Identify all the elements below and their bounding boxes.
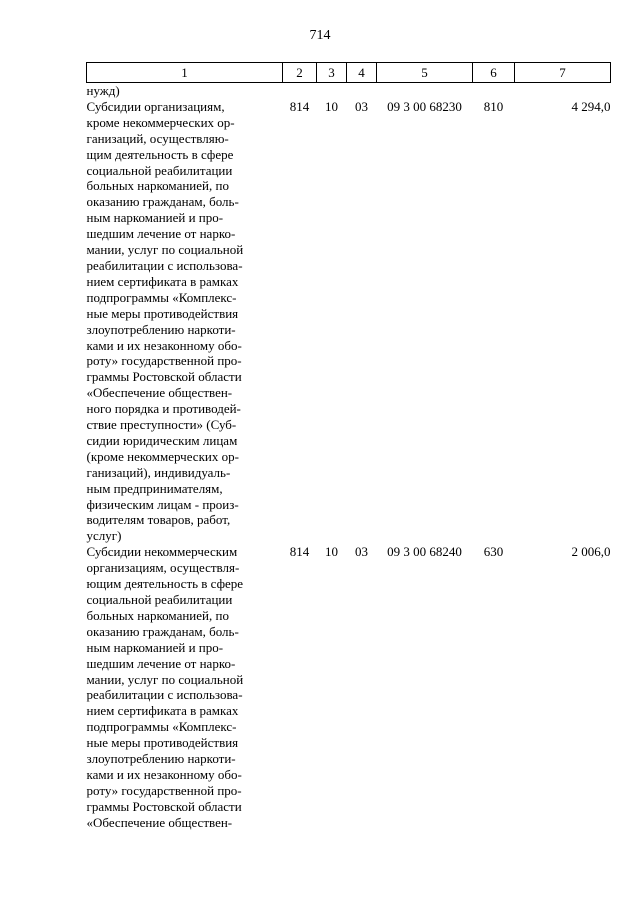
row-ministry-code: 814 [289, 98, 310, 114]
header-cell-1: 1 [87, 63, 283, 83]
row-ministry-code: 814 [289, 544, 310, 560]
row-target-article: 09 3 00 68230 [387, 98, 462, 114]
row-expense-type: 810 [483, 98, 504, 114]
continuation-text: нужд) [86, 83, 120, 98]
header-cell-7: 7 [515, 63, 611, 83]
row-subsection: 03 [355, 98, 368, 114]
table-header [87, 63, 611, 83]
row-description: Субсидии организациям, кроме некоммерческих ор- ганизаций, осуществляю- щим деятельность в сфере социальной реабилитации больных наркоманией, по оказанию гражданам, боль- ным наркоманией и про- шедшим лечение от нарко- мании, услуг по социальной реабилитации с использова- нием сертификата в рамках подпрограммы «Комплекс- ные меры противодействия злоупотреблению наркоти- ками и их незаконному обо- роту» государственной про- граммы Ростовской области «Обеспечение обществен- ного порядка и противодей- ствие преступности» (Суб- сидии юридическим лицам (кроме некоммерческих ор- ганизаций), индивидуаль- ным предпринимателям, физическим лицам - произ- водителям товаров, работ, услуг) [86, 98, 244, 544]
row-target-article: 09 3 00 68240 [387, 544, 462, 560]
header-cell-6: 6 [473, 63, 515, 83]
header-cell-2: 2 [283, 63, 317, 83]
table-row [87, 99, 611, 544]
continuation-row [87, 83, 611, 99]
row-section: 10 [325, 98, 338, 114]
row-description: Субсидии некоммерческим организациям, осуществля- ющим деятельность в сфере социальной реабилитации больных наркоманией, по оказанию гражданам, боль- ным наркоманией и про- шедшим лечение от нарко- мании, услуг по социальной реабилитации с использова- нием сертификата в рамках подпрограммы «Комплекс- ные меры противодействия злоупотреблению наркоти- ками и их незаконному обо- роту» государственной про- граммы Ростовской области «Обеспечение обществен- [86, 544, 244, 830]
budget-table [86, 62, 611, 831]
row-amount: 2 006,0 [571, 544, 611, 560]
row-expense-type: 630 [483, 544, 504, 560]
row-section: 10 [325, 544, 338, 560]
header-cell-3: 3 [317, 63, 347, 83]
row-amount: 4 294,0 [571, 98, 611, 114]
row-subsection: 03 [355, 544, 368, 560]
page-number: 714 [309, 28, 331, 43]
header-cell-4: 4 [347, 63, 377, 83]
header-cell-5: 5 [377, 63, 473, 83]
table-row [87, 544, 611, 830]
